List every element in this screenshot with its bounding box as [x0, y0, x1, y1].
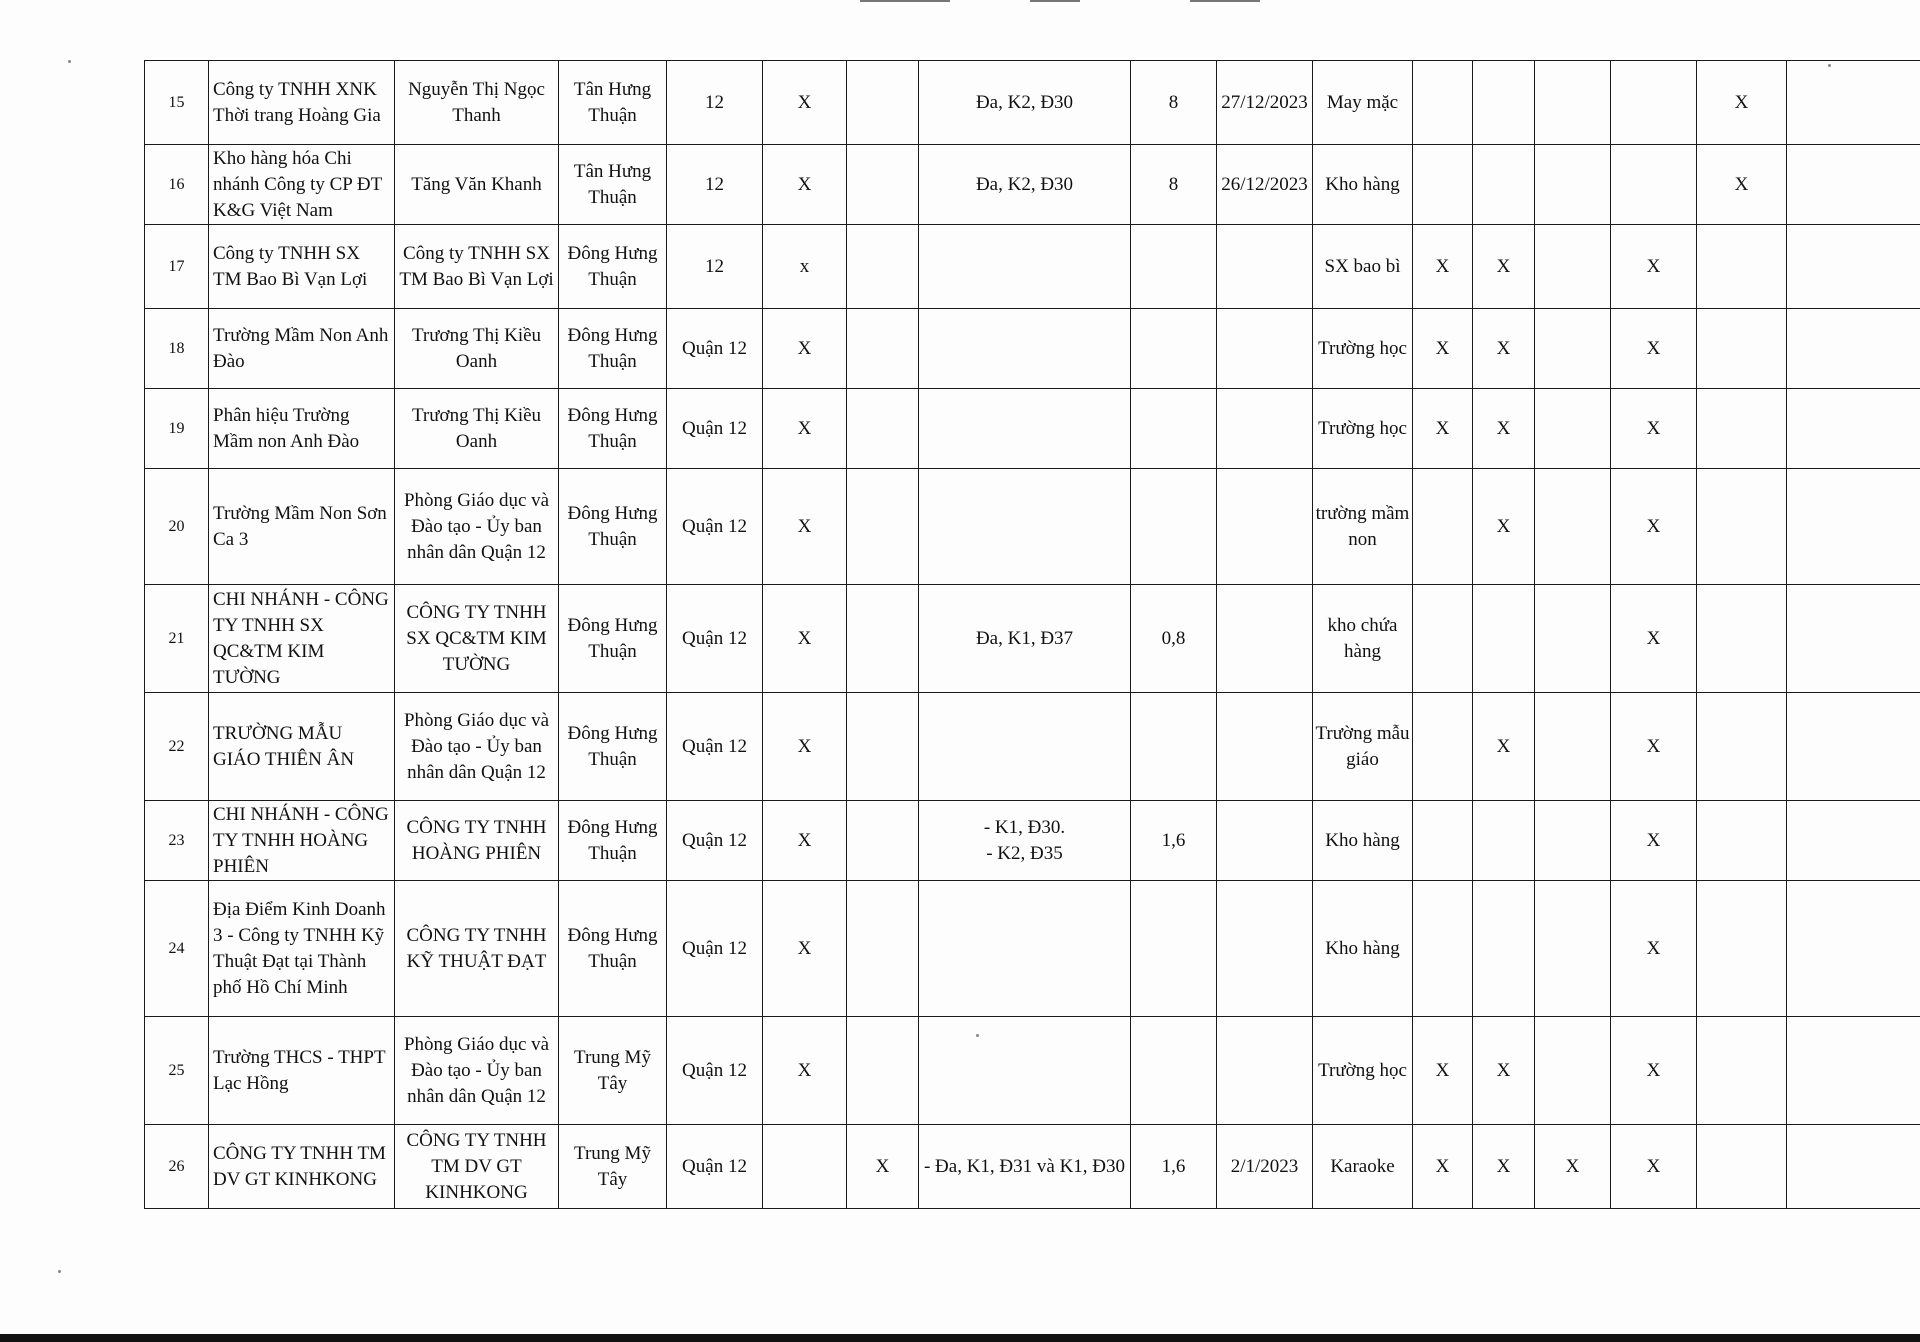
- mark-col-5: [1697, 801, 1787, 881]
- mark-col-b: [847, 1017, 919, 1125]
- value-cell: [1131, 225, 1217, 309]
- ward-name: Tân Hưng Thuận: [559, 61, 667, 145]
- table-row: [145, 469, 1920, 585]
- mark-col-5: [1697, 585, 1787, 693]
- row-number: 23: [145, 801, 209, 881]
- date-cell: 2/1/2023: [1217, 1125, 1313, 1209]
- representative-name: CÔNG TY TNHH SX QC&TM KIM TƯỜNG: [395, 585, 559, 693]
- mark-col-6: [1787, 585, 1920, 693]
- mark-col-a: X: [763, 881, 847, 1017]
- mark-col-2: X: [1473, 389, 1535, 469]
- mark-col-3: [1535, 145, 1611, 225]
- representative-name: CÔNG TY TNHH KỸ THUẬT ĐẠT: [395, 881, 559, 1017]
- value-cell: [1131, 881, 1217, 1017]
- row-number: 17: [145, 225, 209, 309]
- district-name: 12: [667, 61, 763, 145]
- activity-type: Kho hàng: [1313, 881, 1413, 1017]
- value-cell: 8: [1131, 61, 1217, 145]
- ward-name: Đông Hưng Thuận: [559, 389, 667, 469]
- table-row: [145, 693, 1920, 801]
- mark-col-1: [1413, 585, 1473, 693]
- mark-col-1: X: [1413, 1017, 1473, 1125]
- ward-name: Đông Hưng Thuận: [559, 469, 667, 585]
- mark-col-6: [1787, 61, 1920, 145]
- mark-col-2: X: [1473, 225, 1535, 309]
- mark-col-2: X: [1473, 1017, 1535, 1125]
- mark-col-4: X: [1611, 389, 1697, 469]
- representative-name: Trương Thị Kiều Oanh: [395, 309, 559, 389]
- date-cell: [1217, 1017, 1313, 1125]
- mark-col-4: X: [1611, 469, 1697, 585]
- mark-col-3: [1535, 881, 1611, 1017]
- table-row: [145, 585, 1920, 693]
- mark-col-1: X: [1413, 309, 1473, 389]
- mark-col-4: X: [1611, 693, 1697, 801]
- date-cell: 27/12/2023: [1217, 61, 1313, 145]
- mark-col-2: [1473, 881, 1535, 1017]
- mark-col-b: [847, 469, 919, 585]
- row-number: 24: [145, 881, 209, 1017]
- mark-col-3: [1535, 801, 1611, 881]
- mark-col-6: [1787, 1017, 1920, 1125]
- table-row: [145, 881, 1920, 1017]
- ward-name: Đông Hưng Thuận: [559, 585, 667, 693]
- mark-col-b: [847, 801, 919, 881]
- mark-col-6: [1787, 309, 1920, 389]
- district-name: Quận 12: [667, 1017, 763, 1125]
- date-cell: [1217, 469, 1313, 585]
- mark-col-a: X: [763, 801, 847, 881]
- location-code: [919, 309, 1131, 389]
- activity-type: Trường học: [1313, 309, 1413, 389]
- mark-col-6: [1787, 881, 1920, 1017]
- facility-name: TRƯỜNG MẪU GIÁO THIÊN ÂN: [209, 693, 395, 801]
- ward-name: Trung Mỹ Tây: [559, 1125, 667, 1209]
- facility-name: Phân hiệu Trường Mầm non Anh Đào: [209, 389, 395, 469]
- mark-col-2: X: [1473, 1125, 1535, 1209]
- activity-type: Kho hàng: [1313, 145, 1413, 225]
- district-name: 12: [667, 145, 763, 225]
- representative-name: Phòng Giáo dục và Đào tạo - Ủy ban nhân dân Quận 12: [395, 469, 559, 585]
- facility-name: Công ty TNHH SX TM Bao Bì Vạn Lợi: [209, 225, 395, 309]
- mark-col-b: [847, 881, 919, 1017]
- mark-col-1: [1413, 693, 1473, 801]
- value-cell: [1131, 309, 1217, 389]
- mark-col-1: X: [1413, 1125, 1473, 1209]
- row-number: 16: [145, 145, 209, 225]
- mark-col-a: X: [763, 61, 847, 145]
- mark-col-2: X: [1473, 309, 1535, 389]
- district-name: Quận 12: [667, 585, 763, 693]
- mark-col-3: [1535, 309, 1611, 389]
- mark-col-6: [1787, 469, 1920, 585]
- mark-col-5: [1697, 881, 1787, 1017]
- ward-name: Tân Hưng Thuận: [559, 145, 667, 225]
- mark-col-a: X: [763, 1017, 847, 1125]
- mark-col-a: X: [763, 389, 847, 469]
- district-name: Quận 12: [667, 801, 763, 881]
- activity-type: Trường học: [1313, 1017, 1413, 1125]
- mark-col-3: [1535, 1017, 1611, 1125]
- mark-col-b: [847, 585, 919, 693]
- mark-col-2: [1473, 585, 1535, 693]
- mark-col-5: X: [1697, 61, 1787, 145]
- mark-col-5: [1697, 1125, 1787, 1209]
- table-row: [145, 61, 1920, 145]
- row-number: 20: [145, 469, 209, 585]
- representative-name: CÔNG TY TNHH HOÀNG PHIÊN: [395, 801, 559, 881]
- district-name: Quận 12: [667, 389, 763, 469]
- representative-name: Tăng Văn Khanh: [395, 145, 559, 225]
- mark-col-4: X: [1611, 1125, 1697, 1209]
- row-number: 15: [145, 61, 209, 145]
- facility-name: CHI NHÁNH - CÔNG TY TNHH HOÀNG PHIÊN: [209, 801, 395, 881]
- mark-col-6: [1787, 1125, 1920, 1209]
- row-number: 19: [145, 389, 209, 469]
- mark-col-1: [1413, 61, 1473, 145]
- mark-col-4: X: [1611, 309, 1697, 389]
- ward-name: Đông Hưng Thuận: [559, 309, 667, 389]
- mark-col-a: X: [763, 469, 847, 585]
- district-name: Quận 12: [667, 309, 763, 389]
- row-number: 26: [145, 1125, 209, 1209]
- district-name: Quận 12: [667, 1125, 763, 1209]
- activity-type: kho chứa hàng: [1313, 585, 1413, 693]
- district-name: Quận 12: [667, 693, 763, 801]
- mark-col-2: X: [1473, 469, 1535, 585]
- location-code: [919, 469, 1131, 585]
- mark-col-a: X: [763, 693, 847, 801]
- location-code: [919, 1017, 1131, 1125]
- activity-type: Trường học: [1313, 389, 1413, 469]
- district-name: Quận 12: [667, 469, 763, 585]
- mark-col-1: [1413, 469, 1473, 585]
- facility-name: Kho hàng hóa Chi nhánh Công ty CP ĐT K&G Việt Nam: [209, 145, 395, 225]
- mark-col-4: [1611, 61, 1697, 145]
- ward-name: Trung Mỹ Tây: [559, 1017, 667, 1125]
- activity-type: Karaoke: [1313, 1125, 1413, 1209]
- value-cell: [1131, 469, 1217, 585]
- location-code: [919, 693, 1131, 801]
- representative-name: Trương Thị Kiều Oanh: [395, 389, 559, 469]
- date-cell: [1217, 801, 1313, 881]
- location-code: [919, 389, 1131, 469]
- mark-col-1: [1413, 145, 1473, 225]
- value-cell: [1131, 1017, 1217, 1125]
- mark-col-2: [1473, 145, 1535, 225]
- mark-col-b: [847, 389, 919, 469]
- date-cell: [1217, 585, 1313, 693]
- mark-col-6: [1787, 693, 1920, 801]
- district-name: Quận 12: [667, 881, 763, 1017]
- ward-name: Đông Hưng Thuận: [559, 693, 667, 801]
- representative-name: Phòng Giáo dục và Đào tạo - Ủy ban nhân dân Quận 12: [395, 693, 559, 801]
- row-number: 22: [145, 693, 209, 801]
- bottom-scan-edge: [0, 1334, 1920, 1342]
- mark-col-5: X: [1697, 145, 1787, 225]
- facility-name: Trường THCS - THPT Lạc Hồng: [209, 1017, 395, 1125]
- mark-col-5: [1697, 1017, 1787, 1125]
- facility-name: Trường Mầm Non Sơn Ca 3: [209, 469, 395, 585]
- facility-name: CÔNG TY TNHH TM DV GT KINHKONG: [209, 1125, 395, 1209]
- value-cell: [1131, 389, 1217, 469]
- row-number: 25: [145, 1017, 209, 1125]
- mark-col-b: X: [847, 1125, 919, 1209]
- mark-col-3: [1535, 225, 1611, 309]
- ward-name: Đông Hưng Thuận: [559, 801, 667, 881]
- value-cell: 0,8: [1131, 585, 1217, 693]
- mark-col-a: [763, 1125, 847, 1209]
- mark-col-a: x: [763, 225, 847, 309]
- scan-speck: [68, 60, 71, 63]
- mark-col-5: [1697, 469, 1787, 585]
- representative-name: Công ty TNHH SX TM Bao Bì Vạn Lợi: [395, 225, 559, 309]
- mark-col-6: [1787, 225, 1920, 309]
- records-table: [144, 60, 1920, 1209]
- mark-col-b: [847, 61, 919, 145]
- row-number: 21: [145, 585, 209, 693]
- table-row: [145, 309, 1920, 389]
- mark-col-4: [1611, 145, 1697, 225]
- mark-col-1: [1413, 881, 1473, 1017]
- mark-col-1: X: [1413, 225, 1473, 309]
- mark-col-3: [1535, 469, 1611, 585]
- location-code: [919, 881, 1131, 1017]
- mark-col-4: X: [1611, 801, 1697, 881]
- facility-name: Trường Mầm Non Anh Đào: [209, 309, 395, 389]
- table-row: [145, 1125, 1920, 1209]
- facility-name: Địa Điểm Kinh Doanh 3 - Công ty TNHH Kỹ Thuật Đạt tại Thành phố Hồ Chí Minh: [209, 881, 395, 1017]
- mark-col-4: X: [1611, 1017, 1697, 1125]
- mark-col-1: [1413, 801, 1473, 881]
- mark-col-3: [1535, 389, 1611, 469]
- representative-name: Nguyễn Thị Ngọc Thanh: [395, 61, 559, 145]
- mark-col-3: X: [1535, 1125, 1611, 1209]
- district-name: 12: [667, 225, 763, 309]
- table-row: [145, 1017, 1920, 1125]
- row-number: 18: [145, 309, 209, 389]
- location-code: - K1, Đ30. - K2, Đ35: [919, 801, 1131, 881]
- mark-col-3: [1535, 693, 1611, 801]
- mark-col-b: [847, 145, 919, 225]
- mark-col-5: [1697, 225, 1787, 309]
- mark-col-3: [1535, 61, 1611, 145]
- date-cell: [1217, 693, 1313, 801]
- activity-type: SX bao bì: [1313, 225, 1413, 309]
- mark-col-5: [1697, 693, 1787, 801]
- location-code: [919, 225, 1131, 309]
- location-code: - Đa, K1, Đ31 và K1, Đ30: [919, 1125, 1131, 1209]
- activity-type: Trường mẫu giáo: [1313, 693, 1413, 801]
- facility-name: Công ty TNHH XNK Thời trang Hoàng Gia: [209, 61, 395, 145]
- ward-name: Đông Hưng Thuận: [559, 225, 667, 309]
- date-cell: [1217, 881, 1313, 1017]
- mark-col-b: [847, 225, 919, 309]
- date-cell: [1217, 389, 1313, 469]
- mark-col-4: X: [1611, 585, 1697, 693]
- table-row: [145, 389, 1920, 469]
- table-row: [145, 801, 1920, 881]
- representative-name: CÔNG TY TNHH TM DV GT KINHKONG: [395, 1125, 559, 1209]
- value-cell: 8: [1131, 145, 1217, 225]
- value-cell: 1,6: [1131, 1125, 1217, 1209]
- mark-col-a: X: [763, 309, 847, 389]
- mark-col-b: [847, 693, 919, 801]
- value-cell: [1131, 693, 1217, 801]
- top-scan-marks: [860, 0, 1280, 4]
- mark-col-2: X: [1473, 693, 1535, 801]
- mark-col-3: [1535, 585, 1611, 693]
- representative-name: Phòng Giáo dục và Đào tạo - Ủy ban nhân dân Quận 12: [395, 1017, 559, 1125]
- location-code: Đa, K2, Đ30: [919, 61, 1131, 145]
- mark-col-6: [1787, 145, 1920, 225]
- mark-col-5: [1697, 309, 1787, 389]
- facility-name: CHI NHÁNH - CÔNG TY TNHH SX QC&TM KIM TƯỜNG: [209, 585, 395, 693]
- location-code: Đa, K2, Đ30: [919, 145, 1131, 225]
- scan-speck: [58, 1270, 61, 1273]
- activity-type: May mặc: [1313, 61, 1413, 145]
- ward-name: Đông Hưng Thuận: [559, 881, 667, 1017]
- table-row: [145, 225, 1920, 309]
- mark-col-4: X: [1611, 225, 1697, 309]
- mark-col-4: X: [1611, 881, 1697, 1017]
- records-table-body: [145, 61, 1920, 1209]
- mark-col-a: X: [763, 145, 847, 225]
- activity-type: Kho hàng: [1313, 801, 1413, 881]
- date-cell: 26/12/2023: [1217, 145, 1313, 225]
- mark-col-6: [1787, 389, 1920, 469]
- date-cell: [1217, 309, 1313, 389]
- mark-col-6: [1787, 801, 1920, 881]
- location-code: Đa, K1, Đ37: [919, 585, 1131, 693]
- mark-col-2: [1473, 801, 1535, 881]
- table-row: [145, 145, 1920, 225]
- activity-type: trường mầm non: [1313, 469, 1413, 585]
- mark-col-2: [1473, 61, 1535, 145]
- mark-col-b: [847, 309, 919, 389]
- mark-col-1: X: [1413, 389, 1473, 469]
- mark-col-5: [1697, 389, 1787, 469]
- mark-col-a: X: [763, 585, 847, 693]
- date-cell: [1217, 225, 1313, 309]
- value-cell: 1,6: [1131, 801, 1217, 881]
